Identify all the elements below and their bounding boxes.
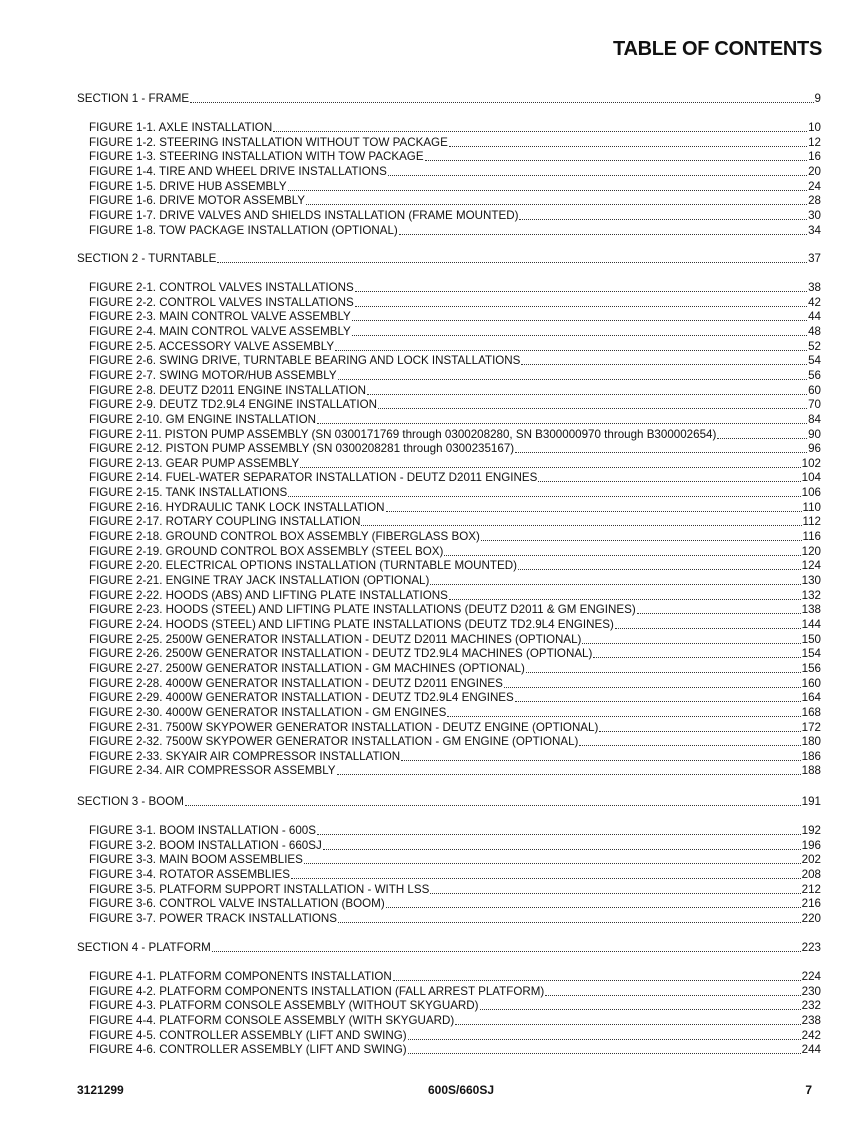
toc-entry-page: 16 [808, 150, 821, 164]
toc-entry-page: 238 [801, 1013, 821, 1027]
toc-figure-entry[interactable] [89, 354, 821, 368]
toc-entry-label: FIGURE 2-12. PISTON PUMP ASSEMBLY (SN 0300208281 through 0300235167) [89, 442, 515, 456]
toc-entry-page: 124 [801, 559, 821, 573]
toc-entry-page: 244 [801, 1043, 821, 1057]
toc-entry-page: 180 [801, 735, 821, 749]
toc-entry-label: FIGURE 1-1. AXLE INSTALLATION [89, 121, 273, 134]
toc-entry-page: 208 [801, 867, 821, 881]
toc-entry-label: FIGURE 2-17. ROTARY COUPLING INSTALLATION [89, 515, 361, 529]
toc-entry-label: FIGURE 2-8. DEUTZ D2011 ENGINE INSTALLATION [89, 383, 367, 397]
footer-page-number: 7 [805, 1083, 812, 1097]
toc-figure-entry[interactable] [89, 428, 821, 442]
dot-leader [408, 1029, 801, 1040]
toc-entry-label: FIGURE 3-3. MAIN BOOM ASSEMBLIES [89, 853, 303, 867]
toc-figure-entry[interactable] [89, 310, 821, 324]
dot-leader [579, 735, 800, 746]
toc-entry-label: SECTION 1 - FRAME [77, 92, 190, 105]
toc-entry-label: SECTION 4 - PLATFORM [77, 941, 211, 954]
toc-entry-label: FIGURE 2-33. SKYAIR AIR COMPRESSOR INSTALLATION [89, 749, 401, 763]
toc-entry-page: 160 [801, 676, 821, 690]
toc-entry-label: FIGURE 1-2. STEERING INSTALLATION WITHOUT TOW PACKAGE [89, 135, 448, 149]
toc-entry-label: FIGURE 2-19. GROUND CONTROL BOX ASSEMBLY (STEEL BOX) [89, 544, 444, 558]
toc-entry-label: FIGURE 2-26. 2500W GENERATOR INSTALLATION - DEUTZ TD2.9L4 MACHINES (OPTIONAL) [89, 647, 593, 661]
toc-entry-label: SECTION 2 - TURNTABLE [77, 252, 217, 265]
toc-entry-page: 154 [801, 647, 821, 661]
toc-entry-label: FIGURE 2-6. SWING DRIVE, TURNTABLE BEARING AND LOCK INSTALLATIONS [89, 354, 521, 368]
toc-entry-page: 188 [801, 764, 821, 778]
toc-figure-entry[interactable] [89, 735, 821, 749]
toc-figure-entry[interactable] [89, 545, 821, 559]
toc-figure-entry[interactable] [89, 486, 821, 500]
toc-figure-entry[interactable] [89, 985, 821, 999]
toc-entry-label: FIGURE 2-18. GROUND CONTROL BOX ASSEMBLY (FIBERGLASS BOX) [89, 530, 480, 544]
toc-entry-label: FIGURE 2-1. CONTROL VALVES INSTALLATIONS [89, 281, 354, 294]
dot-leader [449, 589, 801, 600]
toc-entry-label: FIGURE 2-22. HOODS (ABS) AND LIFTING PLATE INSTALLATIONS [89, 588, 448, 602]
toc-entry-page: 212 [801, 882, 821, 896]
toc-entry-page: 48 [808, 324, 821, 338]
toc-entry-label: FIGURE 2-10. GM ENGINE INSTALLATION [89, 412, 316, 426]
toc-entry-label: FIGURE 2-15. TANK INSTALLATIONS [89, 486, 288, 500]
toc-figure-entry[interactable] [89, 180, 821, 194]
toc-entry-page: 230 [801, 984, 821, 998]
toc-entry-label: FIGURE 1-7. DRIVE VALVES AND SHIELDS INSTALLATION (FRAME MOUNTED) [89, 208, 519, 222]
toc-entry-label: FIGURE 3-1. BOOM INSTALLATION - 600S [89, 824, 316, 837]
dot-leader [355, 281, 807, 292]
toc-entry-page: 132 [801, 588, 821, 602]
toc-figure-entry[interactable] [89, 764, 821, 778]
toc-entry-page: 186 [801, 749, 821, 763]
toc-entry-page: 52 [808, 339, 821, 353]
toc-entry-page: 106 [801, 486, 821, 500]
toc-figure-entry[interactable] [89, 194, 821, 208]
dot-leader [185, 795, 801, 806]
toc-entry-page: 112 [802, 515, 821, 529]
dot-leader [504, 677, 801, 688]
toc-figure-entry[interactable] [89, 999, 821, 1013]
dot-leader [447, 706, 800, 717]
toc-figure-entry[interactable] [89, 384, 821, 398]
toc-figure-entry[interactable] [89, 150, 821, 164]
dot-leader [352, 325, 807, 336]
toc-figure-entry[interactable] [89, 633, 821, 647]
dot-leader [518, 559, 801, 570]
toc-figure-entry[interactable] [89, 824, 821, 838]
toc-figure-entry[interactable] [89, 136, 821, 150]
dot-leader [615, 618, 801, 629]
dot-leader [217, 252, 807, 263]
toc-entry-page: 156 [801, 661, 821, 675]
toc-entry-page: 116 [802, 530, 821, 544]
toc-figure-entry[interactable] [89, 1029, 821, 1043]
toc-entry-page: 37 [808, 252, 821, 265]
dot-leader [288, 486, 800, 497]
toc-entry-label: FIGURE 2-31. 7500W SKYPOWER GENERATOR INSTALLATION - DEUTZ ENGINE (OPTIONAL) [89, 720, 599, 734]
toc-entry-label: FIGURE 1-5. DRIVE HUB ASSEMBLY [89, 179, 287, 193]
toc-figure-entry[interactable] [89, 121, 821, 135]
dot-leader [304, 853, 801, 864]
toc-entry-label: FIGURE 2-16. HYDRAULIC TANK LOCK INSTALLATION [89, 500, 385, 514]
toc-entry-page: 120 [801, 544, 821, 558]
footer-model: 600S/660SJ [427, 1083, 495, 1097]
toc-entry-label: FIGURE 3-7. POWER TRACK INSTALLATIONS [89, 911, 338, 925]
toc-entry-page: 84 [808, 412, 821, 426]
toc-figure-entry[interactable] [89, 662, 821, 676]
toc-figure-entry[interactable] [89, 325, 821, 339]
toc-entry-page: 138 [801, 603, 821, 617]
toc-entry-page: 42 [808, 295, 821, 309]
toc-entry-page: 28 [808, 194, 821, 208]
toc-entry-label: FIGURE 2-11. PISTON PUMP ASSEMBLY (SN 0300171769 through 0300208280, SN B300000970 through B300002654) [89, 427, 717, 441]
toc-entry-label: FIGURE 4-6. CONTROLLER ASSEMBLY (LIFT AND SWING) [89, 1043, 407, 1057]
toc-figure-entry[interactable] [89, 530, 821, 544]
dot-leader [361, 515, 801, 526]
dot-leader [317, 413, 807, 424]
toc-entry-label: FIGURE 4-2. PLATFORM COMPONENTS INSTALLATION (FALL ARREST PLATFORM) [89, 984, 545, 998]
toc-entry-page: 70 [808, 398, 821, 412]
toc-entry-label: FIGURE 2-9. DEUTZ TD2.9L4 ENGINE INSTALLATION [89, 398, 377, 412]
toc-entry-label: FIGURE 2-5. ACCESSORY VALVE ASSEMBLY [89, 339, 335, 353]
toc-figure-entry[interactable] [89, 471, 821, 485]
dot-leader [337, 764, 801, 775]
toc-entry-page: 220 [801, 911, 821, 925]
dot-leader [430, 883, 800, 894]
toc-entry-page: 168 [801, 705, 821, 719]
toc-entry-page: 150 [801, 632, 821, 646]
toc-entry-label: FIGURE 2-14. FUEL-WATER SEPARATOR INSTALLATION - DEUTZ D2011 ENGINES [89, 471, 538, 485]
toc-entry-page: 90 [808, 427, 821, 441]
toc-entry-page: 38 [808, 281, 821, 294]
toc-entry-page: 232 [801, 999, 821, 1013]
dot-leader [291, 868, 801, 879]
toc-figure-entry[interactable] [89, 559, 821, 573]
dot-leader [582, 633, 800, 644]
toc-entry-label: FIGURE 2-4. MAIN CONTROL VALVE ASSEMBLY [89, 324, 351, 338]
dot-leader [388, 165, 807, 176]
toc-entry-page: 9 [814, 92, 821, 105]
toc-entry-label: FIGURE 2-3. MAIN CONTROL VALVE ASSEMBLY [89, 310, 351, 324]
toc-entry-page: 34 [808, 223, 821, 237]
dot-leader [355, 296, 807, 307]
dot-leader [323, 839, 801, 850]
toc-entry-page: 130 [801, 574, 821, 587]
dot-leader [449, 136, 807, 147]
toc-figure-entry[interactable] [89, 618, 821, 632]
toc-entry-page: 96 [808, 442, 821, 456]
toc-entry-page: 223 [801, 941, 821, 954]
dot-leader [515, 691, 801, 702]
toc-figure-entry[interactable] [89, 883, 821, 897]
dot-leader [393, 970, 801, 981]
toc-entry-label: FIGURE 2-13. GEAR PUMP ASSEMBLY [89, 456, 300, 470]
toc-figure-entry[interactable] [89, 1043, 821, 1057]
dot-leader [430, 574, 800, 585]
toc-figure-entry[interactable] [89, 515, 821, 529]
toc-entry-page: 224 [801, 970, 821, 983]
toc-entry-page: 104 [801, 471, 821, 485]
toc-entry-page: 102 [801, 456, 821, 470]
toc-entry-label: SECTION 3 - BOOM [77, 795, 184, 808]
toc-entry-page: 60 [808, 383, 821, 397]
toc-entry-page: 54 [808, 354, 821, 368]
toc-figure-entry[interactable] [89, 647, 821, 661]
footer-doc-number: 3121299 [77, 1083, 124, 1097]
toc-entry-label: FIGURE 2-21. ENGINE TRAY JACK INSTALLATION (OPTIONAL) [89, 574, 430, 587]
toc-figure-entry[interactable] [89, 603, 821, 617]
toc-figure-entry[interactable] [89, 897, 821, 911]
toc-figure-entry[interactable] [89, 912, 821, 926]
toc-entry-label: FIGURE 2-2. CONTROL VALVES INSTALLATIONS [89, 295, 354, 309]
dot-leader [717, 428, 807, 439]
toc-entry-label: FIGURE 3-2. BOOM INSTALLATION - 660SJ [89, 838, 322, 852]
toc-entry-page: 30 [808, 208, 821, 222]
toc-entry-page: 110 [802, 500, 821, 514]
dot-leader [538, 471, 800, 482]
dot-leader [599, 721, 800, 732]
toc-entry-label: FIGURE 1-3. STEERING INSTALLATION WITH TOW PACKAGE [89, 150, 424, 164]
dot-leader [481, 530, 802, 541]
dot-leader [338, 912, 801, 923]
toc-entry-page: 216 [801, 897, 821, 911]
toc-figure-entry[interactable] [89, 839, 821, 853]
toc-figure-entry[interactable] [89, 574, 821, 588]
dot-leader [408, 1043, 801, 1054]
dot-leader [300, 457, 800, 468]
dot-leader [399, 224, 807, 235]
toc-entry-page: 172 [801, 720, 821, 734]
toc-figure-entry[interactable] [89, 457, 821, 471]
dot-leader [401, 750, 800, 761]
toc-entry-page: 202 [801, 853, 821, 867]
dot-leader [306, 194, 807, 205]
dot-leader [515, 442, 807, 453]
toc-figure-entry[interactable] [89, 589, 821, 603]
toc-entry-page: 192 [801, 824, 821, 837]
toc-figure-entry[interactable] [89, 413, 821, 427]
toc-figure-entry[interactable] [89, 721, 821, 735]
toc-entry-page: 164 [801, 691, 821, 705]
toc-entry-label: FIGURE 3-5. PLATFORM SUPPORT INSTALLATION - WITH LSS [89, 882, 430, 896]
dot-leader [288, 180, 808, 191]
toc-figure-entry[interactable] [89, 165, 821, 179]
dot-leader [521, 354, 807, 365]
toc-entry-page: 196 [801, 838, 821, 852]
toc-figure-entry[interactable] [89, 224, 821, 238]
toc-section-entry[interactable] [77, 941, 821, 955]
dot-leader [519, 209, 807, 220]
toc-figure-entry[interactable] [89, 340, 821, 354]
toc-entry-label: FIGURE 4-1. PLATFORM COMPONENTS INSTALLATION [89, 970, 392, 983]
toc-figure-entry[interactable] [89, 369, 821, 383]
toc-entry-label: FIGURE 2-24. HOODS (STEEL) AND LIFTING PLATE INSTALLATIONS (DEUTZ TD2.9L4 ENGINES) [89, 617, 614, 631]
toc-section-entry[interactable] [77, 252, 821, 266]
toc-figure-entry[interactable] [89, 691, 821, 705]
toc-section-entry[interactable] [77, 92, 821, 106]
toc-figure-entry[interactable] [89, 501, 821, 515]
toc-entry-page: 44 [808, 310, 821, 324]
dot-leader [637, 603, 801, 614]
dot-leader [338, 369, 808, 380]
dot-leader [212, 941, 801, 952]
toc-section-entry[interactable] [77, 795, 821, 809]
toc-entry-label: FIGURE 1-8. TOW PACKAGE INSTALLATION (OPTIONAL) [89, 223, 398, 237]
toc-figure-entry[interactable] [89, 750, 821, 764]
toc-entry-label: FIGURE 2-25. 2500W GENERATOR INSTALLATION - DEUTZ D2011 MACHINES (OPTIONAL) [89, 632, 582, 646]
toc-entry-label: FIGURE 4-5. CONTROLLER ASSEMBLY (LIFT AND SWING) [89, 1028, 407, 1042]
toc-entry-label: FIGURE 2-28. 4000W GENERATOR INSTALLATION - DEUTZ D2011 ENGINES [89, 676, 503, 690]
dot-leader [386, 501, 802, 512]
toc-entry-label: FIGURE 2-23. HOODS (STEEL) AND LIFTING PLATE INSTALLATIONS (DEUTZ D2011 & GM ENGINES) [89, 603, 636, 617]
toc-figure-entry[interactable] [89, 296, 821, 310]
dot-leader [335, 340, 807, 351]
toc-figure-entry[interactable] [89, 970, 821, 984]
toc-entry-page: 144 [801, 617, 821, 631]
toc-entry-label: FIGURE 3-4. ROTATOR ASSEMBLIES [89, 867, 291, 881]
toc-entry-label: FIGURE 2-34. AIR COMPRESSOR ASSEMBLY [89, 764, 336, 778]
dot-leader [425, 150, 808, 161]
dot-leader [444, 545, 800, 556]
toc-entry-page: 242 [801, 1028, 821, 1042]
toc-entry-label: FIGURE 2-20. ELECTRICAL OPTIONS INSTALLATION (TURNTABLE MOUNTED) [89, 559, 517, 573]
toc-figure-entry[interactable] [89, 868, 821, 882]
toc-entry-label: FIGURE 2-32. 7500W SKYPOWER GENERATOR INSTALLATION - GM ENGINE (OPTIONAL) [89, 735, 579, 749]
toc-figure-entry[interactable] [89, 281, 821, 295]
toc-entry-page: 56 [808, 368, 821, 382]
toc-entry-page: 24 [808, 179, 821, 193]
dot-leader [526, 662, 801, 673]
dot-leader [367, 384, 807, 395]
dot-leader [480, 999, 801, 1010]
toc-figure-entry[interactable] [89, 1014, 821, 1028]
toc-figure-entry[interactable] [89, 706, 821, 720]
toc-entry-label: FIGURE 2-30. 4000W GENERATOR INSTALLATION - GM ENGINES [89, 705, 447, 719]
toc-entry-label: FIGURE 2-29. 4000W GENERATOR INSTALLATION - DEUTZ TD2.9L4 ENGINES [89, 691, 514, 705]
toc-entry-page: 12 [808, 135, 821, 149]
dot-leader [190, 92, 813, 103]
dot-leader [386, 897, 801, 908]
toc-entry-page: 10 [808, 121, 821, 134]
dot-leader [352, 310, 807, 321]
toc-entry-label: FIGURE 2-7. SWING MOTOR/HUB ASSEMBLY [89, 368, 337, 382]
dot-leader [317, 824, 801, 835]
toc-entry-label: FIGURE 1-4. TIRE AND WHEEL DRIVE INSTALLATIONS [89, 164, 387, 178]
toc-figure-entry[interactable] [89, 209, 821, 223]
toc-entry-label: FIGURE 4-4. PLATFORM CONSOLE ASSEMBLY (WITH SKYGUARD) [89, 1013, 455, 1027]
toc-entry-label: FIGURE 1-6. DRIVE MOTOR ASSEMBLY [89, 194, 306, 208]
toc-figure-entry[interactable] [89, 853, 821, 867]
toc-figure-entry[interactable] [89, 398, 821, 412]
toc-entry-label: FIGURE 2-27. 2500W GENERATOR INSTALLATION - GM MACHINES (OPTIONAL) [89, 661, 525, 675]
dot-leader [593, 647, 800, 658]
page-title: TABLE OF CONTENTS [613, 38, 822, 60]
dot-leader [273, 121, 807, 132]
toc-entry-page: 20 [808, 164, 821, 178]
toc-entry-label: FIGURE 4-3. PLATFORM CONSOLE ASSEMBLY (WITHOUT SKYGUARD) [89, 999, 479, 1013]
dot-leader [545, 985, 800, 996]
dot-leader [455, 1014, 800, 1025]
toc-entry-label: FIGURE 3-6. CONTROL VALVE INSTALLATION (BOOM) [89, 897, 385, 911]
dot-leader [378, 398, 807, 409]
toc-figure-entry[interactable] [89, 677, 821, 691]
toc-figure-entry[interactable] [89, 442, 821, 456]
toc-entry-page: 191 [801, 795, 821, 808]
